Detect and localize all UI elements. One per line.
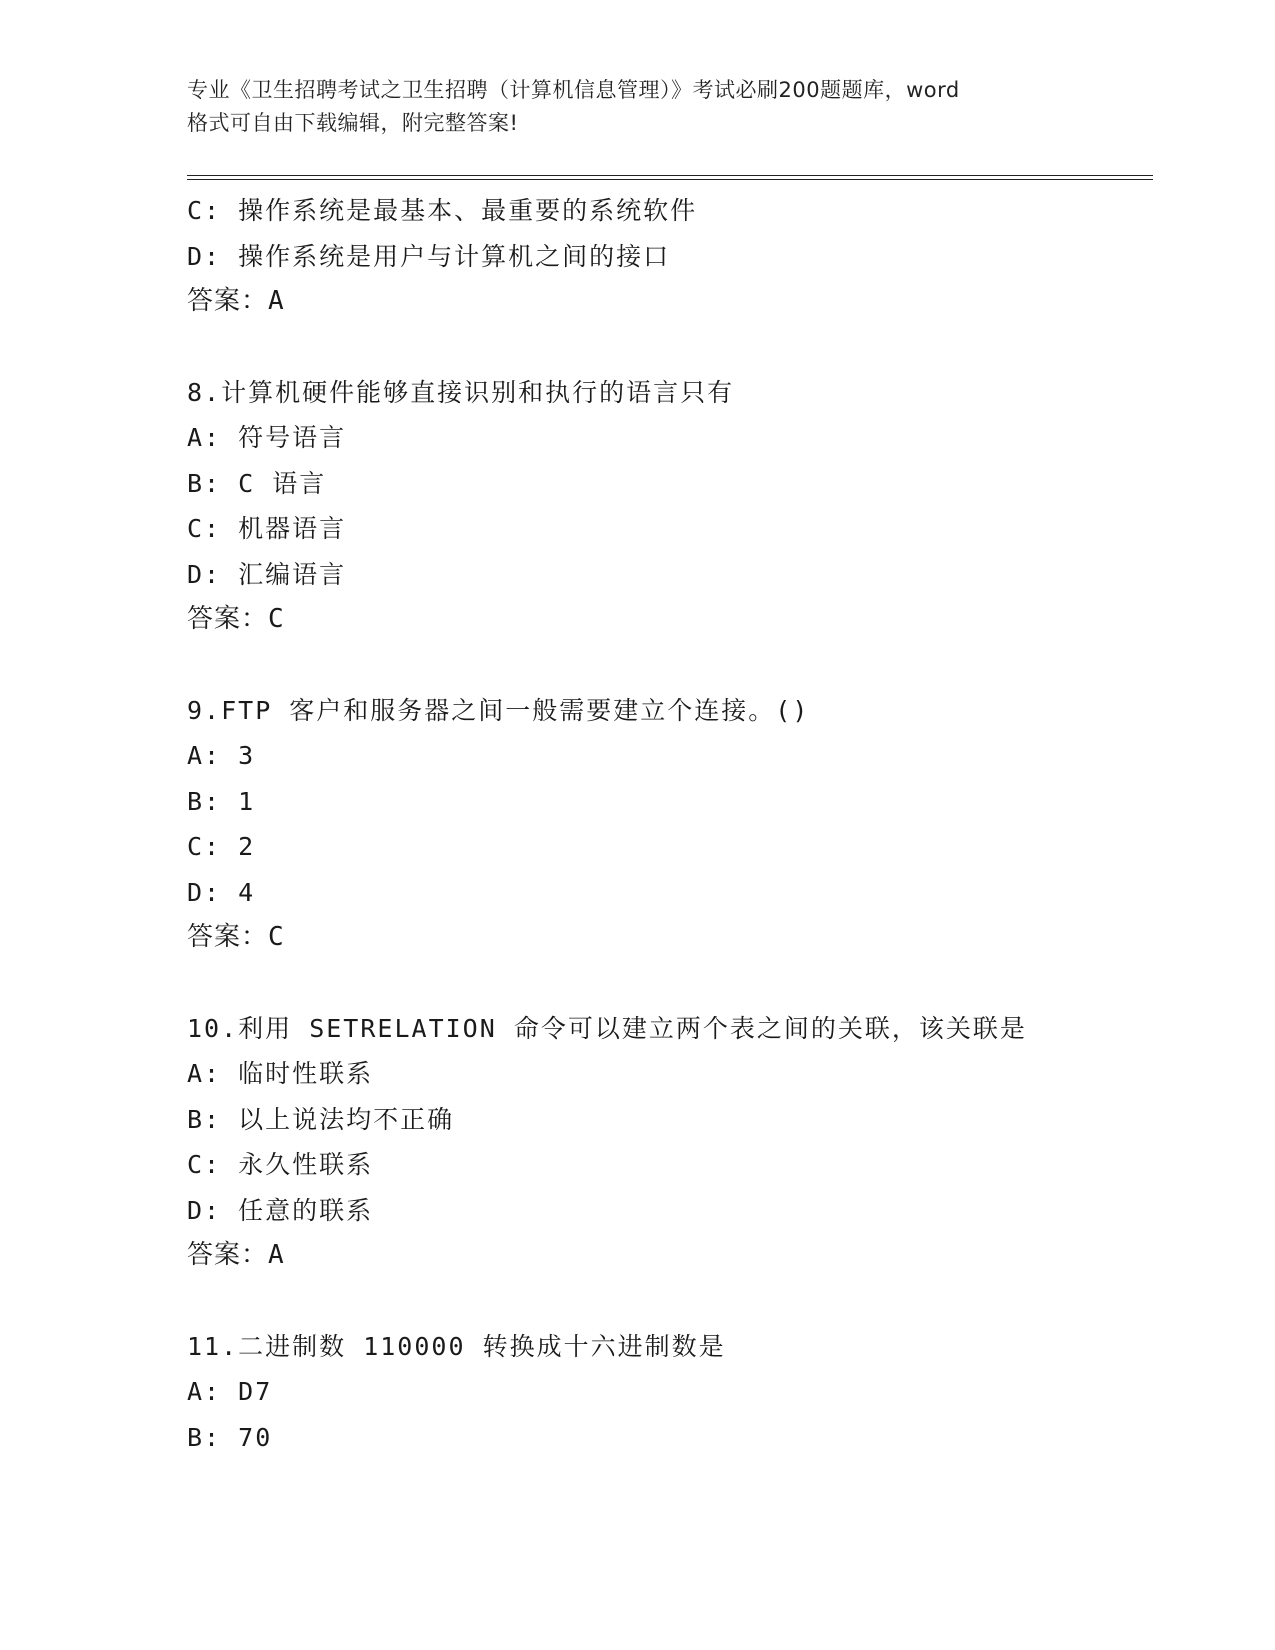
question-block [187, 1324, 1137, 1461]
option-key: D: [187, 559, 222, 589]
answer-label: 答案： [187, 604, 269, 634]
option-line [187, 234, 1137, 280]
option-text: 4 [238, 877, 256, 907]
option-line [187, 733, 1137, 779]
question-block [187, 688, 1137, 961]
option-line [187, 1097, 1137, 1143]
option-key: A: [187, 1377, 222, 1406]
option-line [187, 1415, 1137, 1461]
question-stem: 11.二进制数 110000 转换成十六进制数是 [187, 1331, 726, 1361]
option-line [187, 870, 1137, 916]
option-key: C: [187, 832, 222, 861]
answer-value: C [268, 604, 285, 634]
header-divider [187, 175, 1153, 180]
question-block [187, 1006, 1137, 1279]
question-stem: 10.利用 SETRELATION 命令可以建立两个表之间的关联，该关联是 [187, 1013, 1027, 1043]
option-line [187, 1051, 1137, 1097]
option-line [187, 461, 1137, 507]
question-block [187, 370, 1137, 643]
answer-value: A [268, 286, 285, 316]
option-key: A: [187, 741, 222, 770]
answer-line [187, 597, 1137, 643]
option-line [187, 1142, 1137, 1188]
option-text: 任意的联系 [238, 1195, 374, 1225]
option-key: D: [187, 241, 222, 271]
answer-label: 答案： [187, 922, 269, 952]
option-text: 临时性联系 [238, 1059, 374, 1088]
option-line [187, 415, 1137, 461]
option-text: 以上说法均不正确 [238, 1104, 455, 1134]
option-text: 3 [238, 741, 256, 770]
option-line [187, 506, 1137, 552]
question-list [187, 188, 1137, 1460]
option-line [187, 188, 1137, 234]
option-text: 汇编语言 [238, 559, 347, 589]
question-stem: 9.FTP 客户和服务器之间一般需要建立个连接。() [187, 695, 810, 725]
answer-line [187, 1233, 1137, 1279]
option-text: 永久性联系 [238, 1150, 374, 1179]
option-key: D: [187, 877, 222, 907]
option-text: D7 [238, 1377, 273, 1406]
document-header [187, 74, 1107, 140]
answer-value: C [268, 922, 285, 952]
option-text: 符号语言 [238, 423, 347, 452]
option-key: D: [187, 1195, 222, 1225]
option-text: 操作系统是用户与计算机之间的接口 [238, 241, 671, 271]
option-text: 1 [238, 786, 256, 816]
question-stem: 8.计算机硬件能够直接识别和执行的语言只有 [187, 377, 735, 407]
option-key: A: [187, 423, 222, 452]
option-key: C: [187, 1150, 222, 1179]
option-line [187, 779, 1137, 825]
question-block [187, 188, 1137, 325]
option-key: B: [187, 1422, 222, 1452]
answer-label: 答案： [187, 286, 269, 316]
answer-value: A [268, 1240, 285, 1270]
option-text: 操作系统是最基本、最重要的系统软件 [238, 196, 698, 225]
option-key: C: [187, 196, 222, 225]
option-key: B: [187, 1104, 222, 1134]
option-key: B: [187, 786, 222, 816]
option-line [187, 824, 1137, 870]
option-line [187, 1369, 1137, 1415]
option-text: C 语言 [238, 468, 327, 498]
option-text: 70 [238, 1422, 273, 1452]
option-key: C: [187, 514, 222, 543]
answer-line [187, 915, 1137, 961]
option-key: A: [187, 1059, 222, 1088]
option-line [187, 1188, 1137, 1234]
answer-label: 答案： [187, 1240, 269, 1270]
option-text: 2 [238, 832, 256, 861]
option-key: B: [187, 468, 222, 498]
header-line-1: 专业《卫生招聘考试之卫生招聘（计算机信息管理）》考试必刷200题题库，word [187, 78, 960, 102]
header-line-2: 格式可自由下载编辑，附完整答案! [187, 111, 519, 135]
option-text: 机器语言 [238, 514, 347, 543]
answer-line [187, 279, 1137, 325]
option-line [187, 552, 1137, 598]
